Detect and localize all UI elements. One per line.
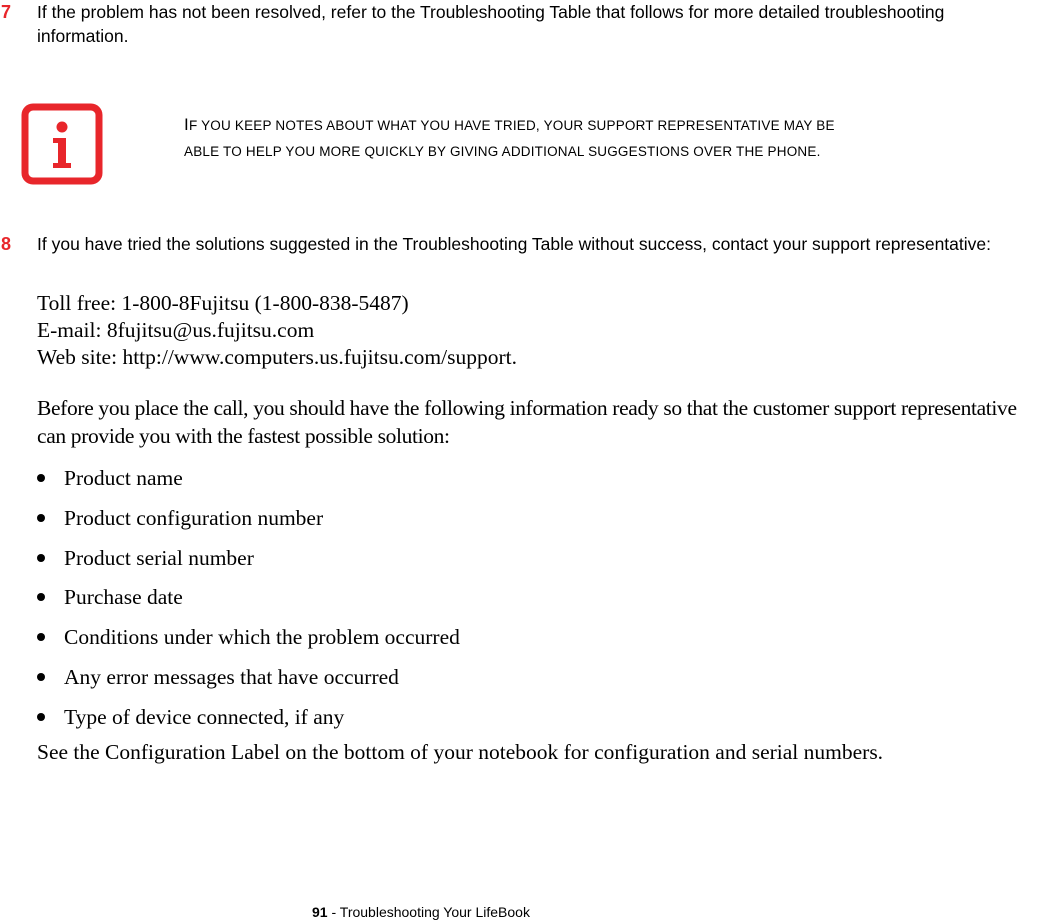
step-text: If the problem has not been resolved, refer to the Troubleshooting Table that follows for more detailed troubleshooting information. — [37, 2, 945, 46]
list-item — [37, 661, 460, 701]
step-number: 8 — [1, 234, 12, 254]
list-item — [37, 502, 460, 542]
list-item — [37, 542, 460, 582]
list-item-text: Purchase date — [64, 585, 183, 610]
page-number: 91 — [312, 904, 328, 920]
contact-info — [37, 290, 517, 371]
bullet-icon — [37, 713, 45, 721]
list-item-text: Product name — [64, 466, 183, 490]
intro-paragraph: Before you place the call, you should have the following information ready so that the customer support representative can provide you with the fastest possible solution: — [37, 396, 1017, 448]
website: Web site: http://www.computers.us.fujitsu.com/support. — [37, 345, 517, 369]
list-item-text: Product configuration number — [64, 505, 324, 530]
bullet-icon — [37, 474, 45, 482]
note-line-1-rest: F YOU KEEP NOTES ABOUT WHAT YOU HAVE TRIED, YOUR SUPPORT REPRESENTATIVE MAY BE — [188, 118, 835, 133]
list-item-text: Conditions under which the problem occurred — [64, 625, 460, 650]
step-text: If you have tried the solutions suggested in the Troubleshooting Table without success, contact your support representative: — [37, 234, 991, 254]
list-item — [37, 701, 460, 741]
bullet-icon — [37, 673, 45, 681]
step-number: 7 — [1, 2, 12, 22]
note-line-1 — [184, 112, 1014, 139]
list-item-text: Any error messages that have occurred — [64, 664, 399, 689]
info-list — [37, 462, 460, 741]
bullet-icon — [37, 633, 45, 641]
list-item-text: Product serial number — [64, 545, 254, 570]
footer-section: Troubleshooting Your LifeBook — [339, 904, 530, 920]
email: E-mail: 8fujitsu@us.fujitsu.com — [37, 318, 315, 342]
closing-text: See the Configuration Label on the bottom of your notebook for configuration and serial numbers. — [37, 740, 884, 764]
footer-separator: - — [327, 904, 340, 920]
list-item-text: Type of device connected, if any — [64, 704, 345, 729]
note-line-2: ABLE TO HELP YOU MORE QUICKLY BY GIVING ADDITIONAL SUGGESTIONS OVER THE PHONE. — [184, 144, 821, 159]
note-initial-cap: I — [184, 115, 189, 134]
list-item — [37, 581, 460, 621]
list-item — [37, 621, 460, 661]
page-footer — [312, 903, 530, 921]
toll-free: Toll free: 1-800-8Fujitsu (1-800-838-5487) — [37, 291, 409, 315]
bullet-icon — [37, 514, 45, 522]
info-icon — [21, 103, 103, 185]
list-item — [37, 462, 460, 502]
bullet-icon — [37, 593, 45, 601]
note-text — [184, 112, 1014, 165]
bullet-icon — [37, 554, 45, 562]
